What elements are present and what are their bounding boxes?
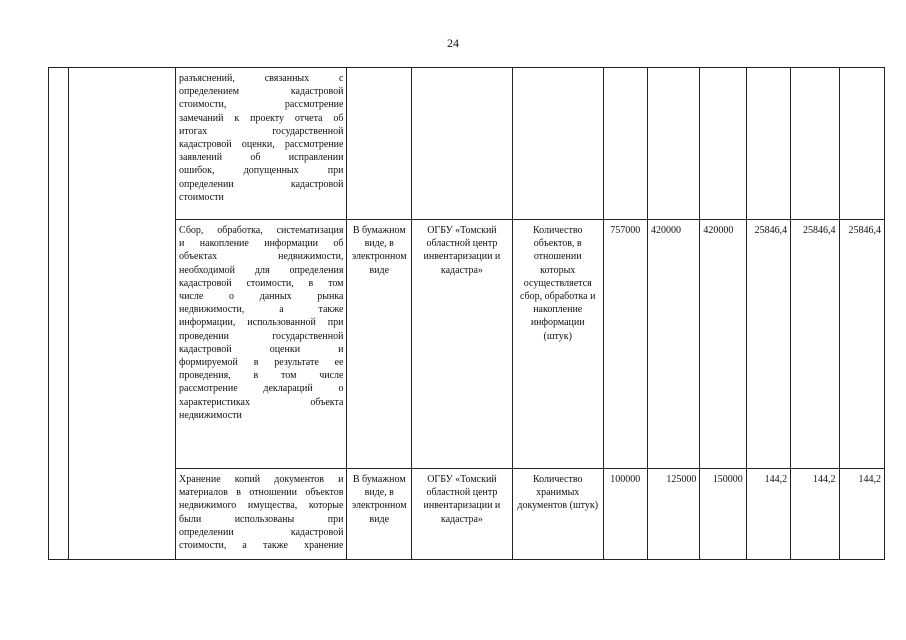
value-cell (603, 68, 647, 220)
value-cell: 100000 (603, 469, 647, 560)
value-cell (791, 68, 839, 220)
provider-cell: ОГБУ «Томский областной центр инвентаризации и кадастра» (412, 220, 513, 469)
value-cell: 420000 (700, 220, 746, 469)
value-cell (746, 68, 790, 220)
indicator-cell: Количество объектов, в отношении которых осуществляется сбор, обработка и накопление информации (штук) (512, 220, 603, 469)
value-cell: 144,2 (791, 469, 839, 560)
form-cell (347, 68, 412, 220)
value-cell: 125000 (647, 469, 699, 560)
provider-cell (412, 68, 513, 220)
work-description-cell: Сбор, обработка, систематизация и накопление информации об объектах недвижимости, необходимой для определения кадастровой стоимости, в том числе о данных рынка недвижимости, а также информации, использованной при проведении государственной кадастровой оценки и формируемой в результате ее проведения, в том числе рассмотрение деклараций о характеристиках объекта недвижимости (176, 220, 347, 469)
value-cell: 144,2 (746, 469, 790, 560)
provider-cell: ОГБУ «Томский областной центр инвентаризации и кадастра» (412, 469, 513, 560)
value-cell: 757000 (603, 220, 647, 469)
value-cell: 25846,4 (839, 220, 884, 469)
value-cell (647, 68, 699, 220)
indicator-cell: Количество хранимых документов (штук) (512, 469, 603, 560)
form-cell: В бумажном виде, в электронном виде (347, 469, 412, 560)
page-number: 24 (447, 36, 459, 50)
table-row (49, 68, 885, 220)
value-cell (839, 68, 884, 220)
service-name-cell (69, 68, 176, 560)
indicator-cell (512, 68, 603, 220)
value-cell: 420000 (647, 220, 699, 469)
value-cell: 150000 (700, 469, 746, 560)
work-description-cell: разъяснений, связанных с определением кадастровой стоимости, рассмотрение замечаний к проекту отчета об итогах государственной кадастровой оценки, рассмотрение заявлений об исправлении ошибок, допущенных при определении кадастровой стоимости (176, 68, 347, 220)
value-cell (700, 68, 746, 220)
value-cell: 144,2 (839, 469, 884, 560)
form-cell: В бумажном виде, в электронном виде (347, 220, 412, 469)
value-cell: 25846,4 (791, 220, 839, 469)
work-description-cell: Хранение копий документов и материалов в отношении объектов недвижимого имущества, которые были использованы при определении кадастровой стоимости, а также хранение (176, 469, 347, 560)
value-cell: 25846,4 (746, 220, 790, 469)
services-table (48, 67, 885, 560)
number-cell (49, 68, 69, 560)
